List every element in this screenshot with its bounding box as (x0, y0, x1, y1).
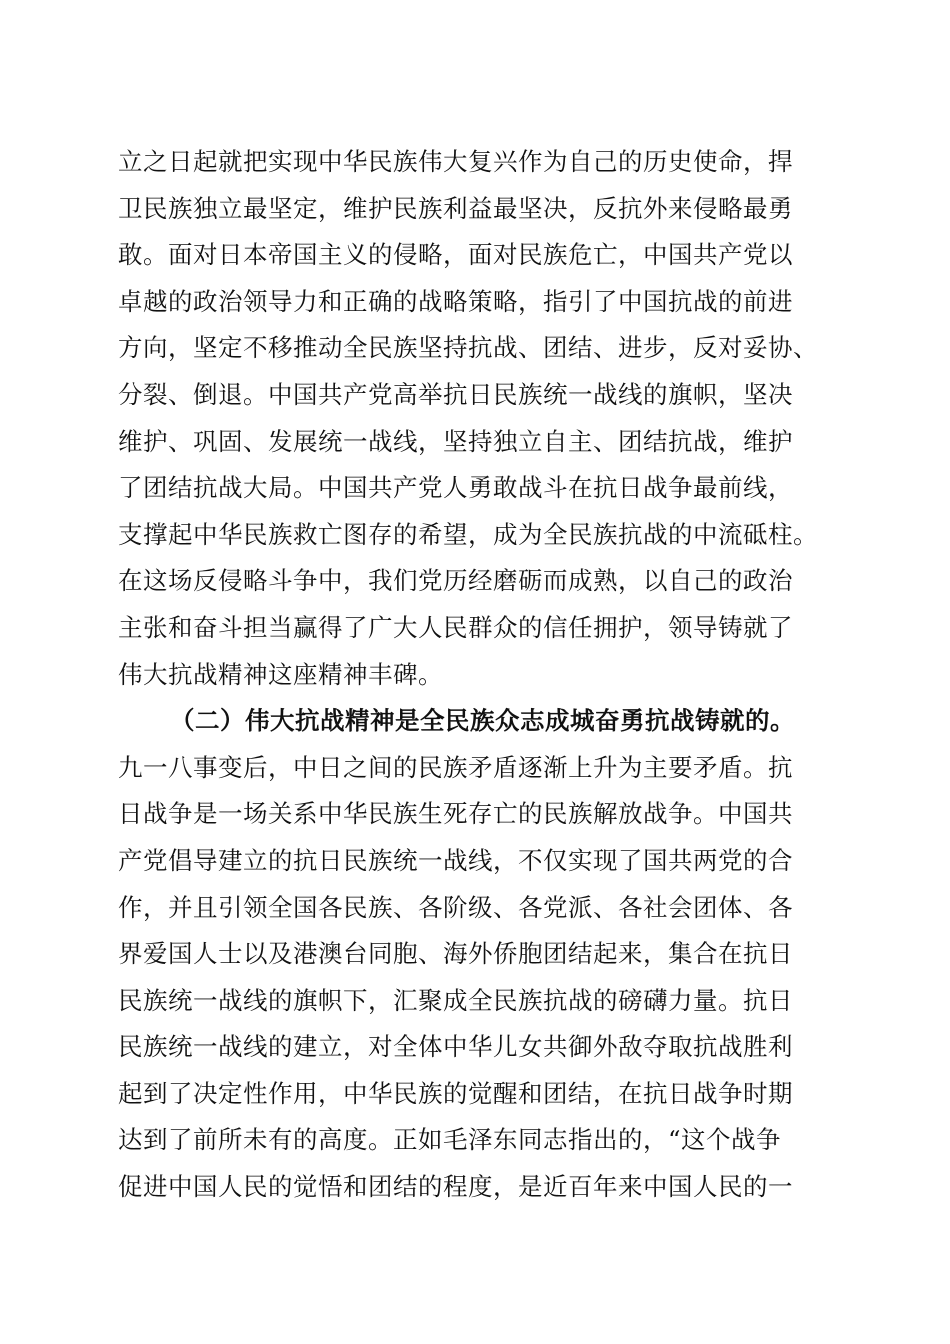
text-line: 民族统一战线的建立，对全体中华儿女共御外敌夺取抗战胜利 (118, 1032, 793, 1062)
paragraph-1 (118, 139, 848, 698)
text-line: 起到了决定性作用，中华民族的觉醒和团结，在抗日战争时期 (118, 1078, 793, 1108)
section-heading: （二）伟大抗战精神是全民族众志成城奋勇抗战铸就的。 (170, 706, 795, 736)
text-line: 维护、巩固、发展统一战线，坚持独立自主、团结抗战，维护 (118, 426, 793, 456)
text-line: 九一八事变后，中日之间的民族矛盾逐渐上升为主要矛盾。抗 (118, 752, 793, 782)
text-line: 作，并且引领全国各民族、各阶级、各党派、各社会团体、各 (118, 892, 793, 922)
text-line: 卫民族独立最坚定，维护民族利益最坚决，反抗外来侵略最勇 (118, 193, 793, 223)
text-line: 立之日起就把实现中华民族伟大复兴作为自己的历史使命，捍 (118, 147, 793, 176)
text-line: 民族统一战线的旗帜下，汇聚成全民族抗战的磅礴力量。抗日 (118, 985, 793, 1015)
text-line: 达到了前所未有的高度。正如毛泽东同志指出的，“这个战争 (118, 1125, 782, 1155)
text-line: 支撑起中华民族救亡图存的希望，成为全民族抗战的中流砥柱。 (118, 519, 818, 549)
text-line: 促进中国人民的觉悟和团结的程度，是近百年来中国人民的一 (118, 1172, 793, 1202)
text-line: 敢。面对日本帝国主义的侵略，面对民族危亡，中国共产党以 (118, 240, 793, 270)
text-line: 方向，坚定不移推动全民族坚持抗战、团结、进步，反对妥协、 (118, 333, 818, 363)
text-line: 日战争是一场关系中华民族生死存亡的民族解放战争。中国共 (118, 799, 793, 829)
text-line: 产党倡导建立的抗日民族统一战线，不仅实现了国共两党的合 (118, 845, 793, 875)
text-line: 分裂、倒退。中国共产党高举抗日民族统一战线的旗帜，坚决 (118, 379, 793, 409)
text-line: 卓越的政治领导力和正确的战略策略，指引了中国抗战的前进 (118, 286, 793, 316)
text-line: 界爱国人士以及港澳台同胞、海外侨胞团结起来，集合在抗日 (118, 939, 793, 969)
document-body (118, 139, 848, 1211)
paragraph-2 (118, 745, 848, 1211)
text-line: 主张和奋斗担当赢得了广大人民群众的信任拥护，领导铸就了 (118, 612, 793, 642)
text-line: 了团结抗战大局。中国共产党人勇敢战斗在抗日战争最前线， (118, 473, 793, 503)
text-line: 伟大抗战精神这座精神丰碑。 (118, 659, 443, 689)
text-line: 在这场反侵略斗争中，我们党历经磨砺而成熟，以自己的政治 (118, 566, 793, 596)
